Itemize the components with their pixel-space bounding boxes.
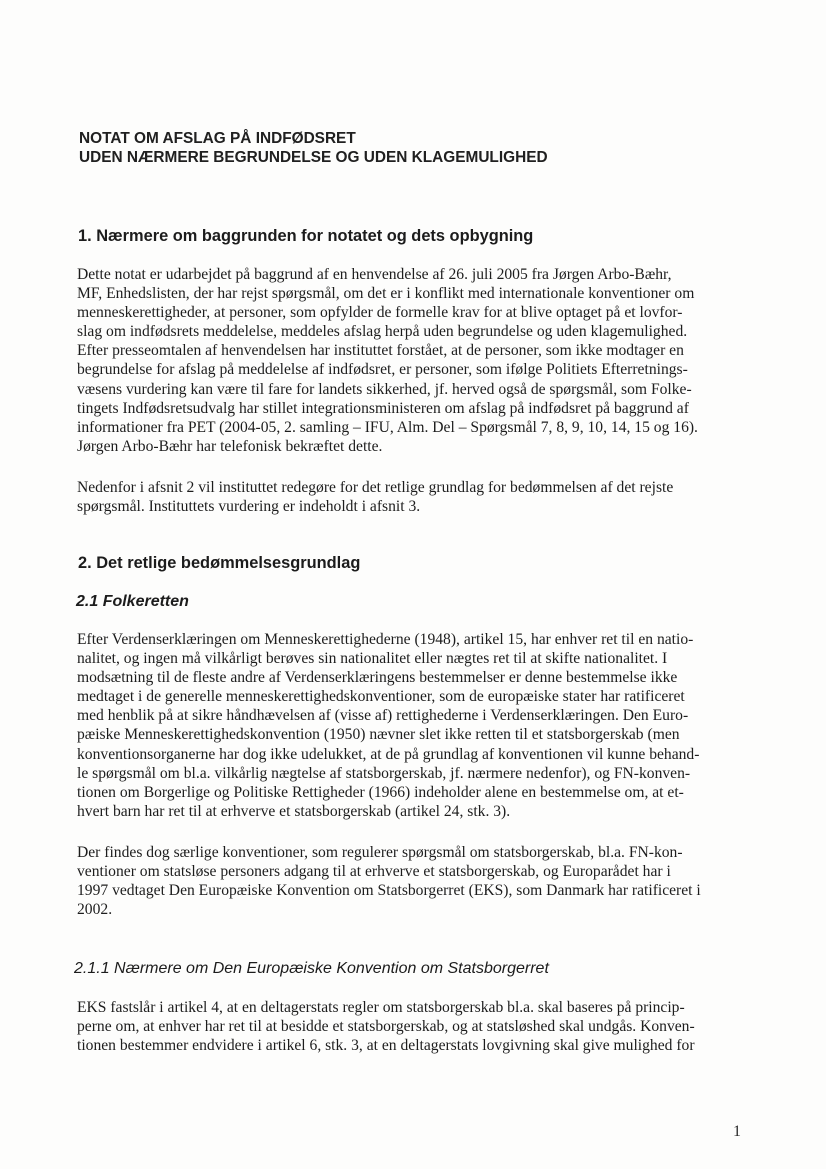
text-line: 1997 vedtaget Den Europæiske Konvention om Statsborgerret (EKS), som Danmark har ratificeret i [77,882,701,900]
text-line: hvert barn har ret til at erhverve et statsborgerskab (artikel 24, stk. 3). [77,802,511,820]
text-line: le spørgsmål om bl.a. vilkårlig nægtelse af statsborgerskab, jf. nærmere nedenfor), og FN-konven- [77,764,691,782]
text-line: perne om, at enhver har ret til at besidde et statsborgerskab, og at statsløshed skal undgås. Konven- [77,1018,695,1036]
text-line: begrundelse for afslag på meddelelse af indfødsret, er personer, som ifølge Politiets Efterretnings- [77,361,688,379]
text-line: informationer fra PET (2004-05, 2. samling – IFU, Alm. Del – Spørgsmål 7, 8, 9, 10, 14, 15 og 16). [77,418,698,436]
text-line: Nedenfor i afsnit 2 vil instituttet redegøre for det retlige grundlag for bedømmelsen af det rejste [77,479,674,496]
section-2-heading: 2. Det retlige bedømmelsesgrundlag [78,554,361,572]
text-line: konventionsorganerne har dog ikke udelukket, at de på grundlag af konventionen vil kunne behand- [77,745,700,763]
text-line: medtaget i de generelle menneskerettighedskonventioner, som de europæiske stater har ratificeret [77,688,685,706]
text-line: Efter presseomtalen af henvendelsen har instituttet forstået, at de personer, som ikke modtager en [77,342,684,360]
text-line: Dette notat er udarbejdet på baggrund af en henvendelse af 26. juli 2005 fra Jørgen Arbo-Bæhr, [77,266,672,283]
text-line: spørgsmål. Instituttets vurdering er indeholdt i afsnit 3. [77,498,421,516]
text-line: Jørgen Arbo-Bæhr har telefonisk bekræftet dette. [77,437,383,455]
text-line: nalitet, og ingen må vilkårligt berøves sin nationalitet eller nægtes ret til at skifte nationalitet. I [77,650,668,668]
title-line-2: UDEN NÆRMERE BEGRUNDELSE OG UDEN KLAGEMULIGHED [79,149,548,166]
section-2-1-1-paragraph-1 [77,998,749,1055]
text-line: tionen om Borgerlige og Politiske Rettigheder (1966) indeholder alene en bestemmelse om, at et- [77,783,684,801]
title-line-1: NOTAT OM AFSLAG PÅ INDFØDSRET [79,130,356,147]
text-line: modsætning til de fleste andre af Verdenserklæringens bestemmelser er denne bestemmelse ikke [77,669,678,687]
text-line: Efter Verdenserklæringen om Menneskerettighederne (1948), artikel 15, har enhver ret til en natio- [77,631,694,648]
section-2-1-1-heading: 2.1.1 Nærmere om Den Europæiske Konvention om Statsborgerret [74,960,549,977]
section-2-1-paragraph-2 [77,843,749,919]
section-2-1-heading: 2.1 Folkeretten [76,593,189,610]
text-line: ventioner om statsløse personers adgang til at erhverve et statsborgerskab, og Europarådet har i [77,863,671,881]
text-line: EKS fastslår i artikel 4, at en deltagerstats regler om statsborgerskab bl.a. skal baseres på princip- [77,999,685,1016]
page-number: 1 [733,1123,741,1140]
text-line: med henblik på at sikre håndhævelsen af (visse af) rettighederne i Verdenserklæringen. Den Euro- [77,707,689,725]
text-line: Der findes dog særlige konventioner, som regulerer spørgsmål om statsborgerskab, bl.a. FN-kon- [77,844,683,861]
text-line: MF, Enhedslisten, der har rejst spørgsmål, om det er i konflikt med internationale konventioner om [77,285,695,303]
text-line: slag om indfødsrets meddelelse, meddeles afslag herpå uden begrundelse og uden klagemulighed. [77,323,688,341]
section-1-paragraph-1 [77,265,749,456]
text-line: 2002. [77,901,113,919]
text-line: menneskerettigheder, at personer, som opfylder de formelle krav for at blive optaget på et lovfor- [77,304,683,322]
text-line: væsens vurdering kan være til fare for landets sikkerhed, jf. herved også de spørgsmål, som Folke- [77,380,692,398]
text-line: pæiske Menneskerettighedskonvention (1950) nævner slet ikke retten til et statsborgerskab (men [77,726,680,744]
section-2-1-paragraph-1 [77,630,749,821]
text-line: tionen bestemmer endvidere i artikel 6, stk. 3, at en deltagerstats lovgivning skal give mulighed for [77,1037,695,1055]
section-1-paragraph-2 [77,478,749,516]
section-1-heading: 1. Nærmere om baggrunden for notatet og dets opbygning [78,227,534,245]
document-title [79,129,759,167]
text-line: tingets Indfødsretsudvalg har stillet integrationsministeren om afslag på indfødsret på baggrund af [77,399,689,417]
